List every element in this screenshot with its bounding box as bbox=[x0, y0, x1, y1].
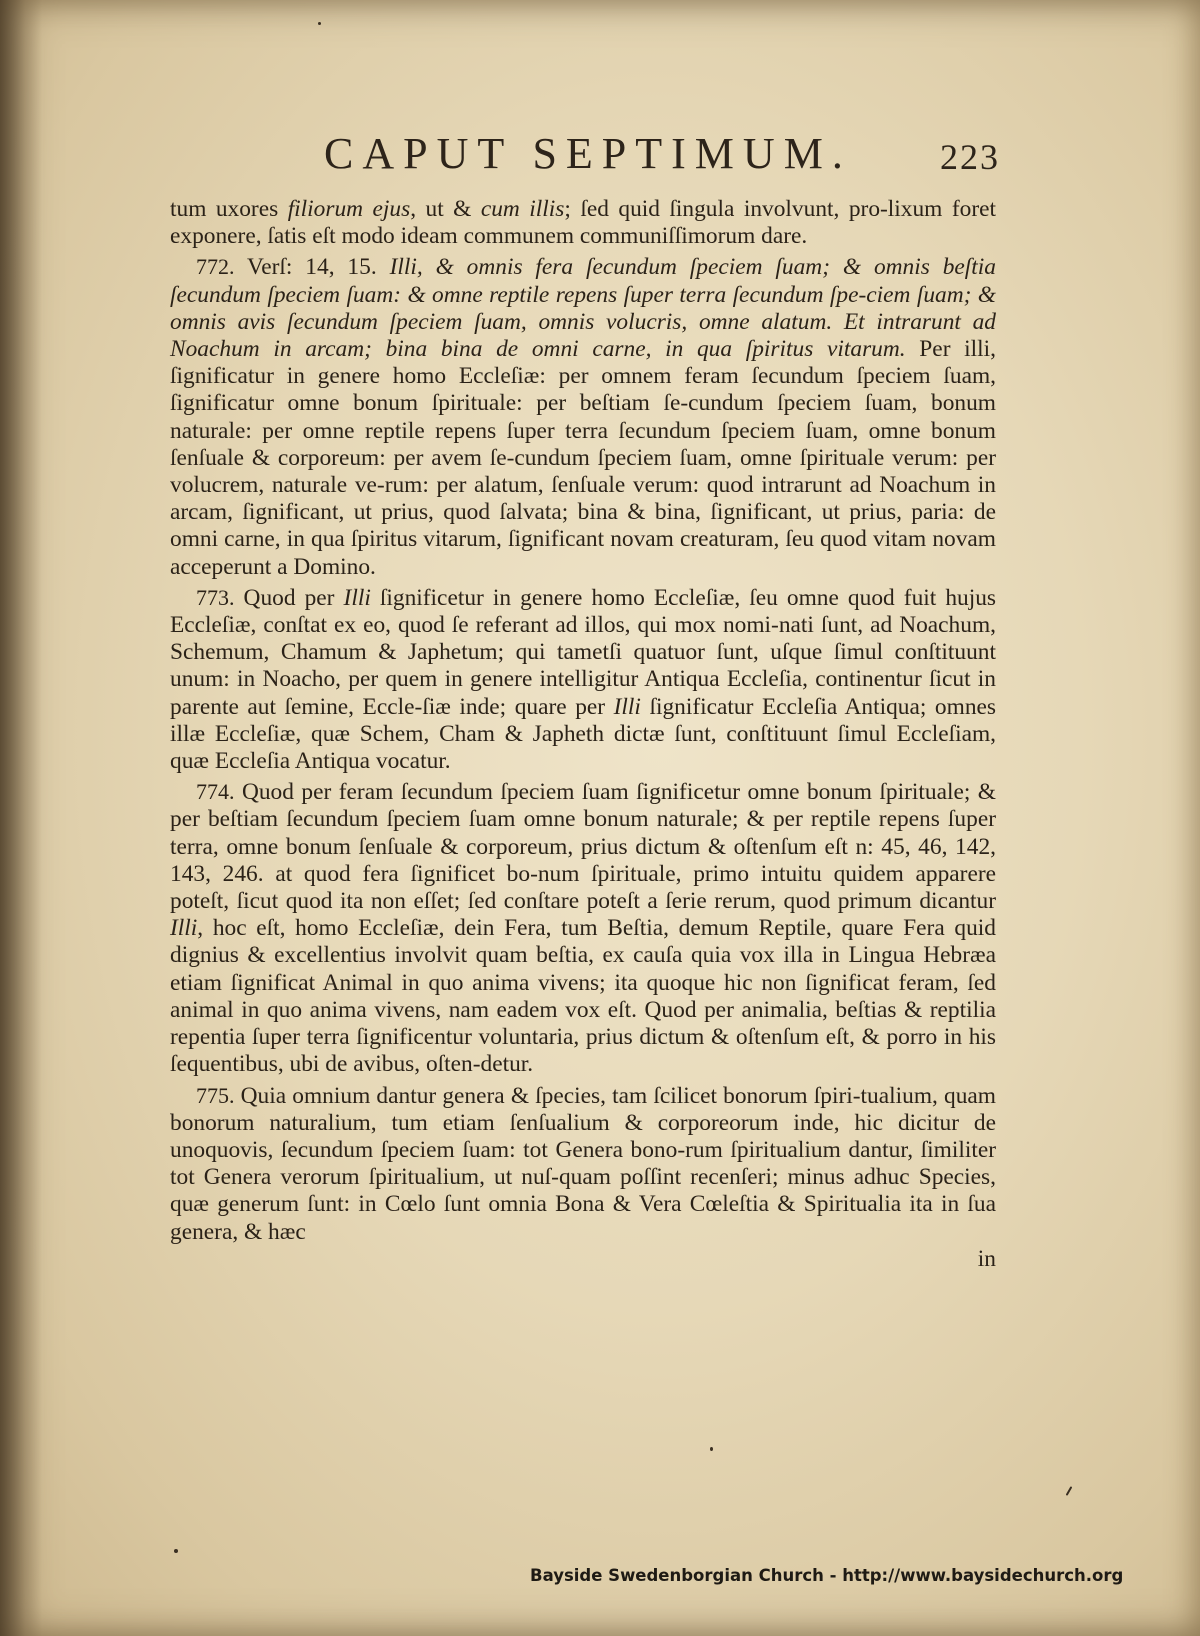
italic-run: Illi bbox=[613, 693, 641, 720]
italic-run: Illi bbox=[343, 584, 371, 611]
text-run: ſignificatur Eccleſia Antiqua; omnes illæ Eccleſiæ, quæ Schem, Cham & Japheth dictæ ſunt, conſtituunt ſimul Eccleſiam, quæ Eccleſia Antiqua vocatur. bbox=[170, 693, 996, 775]
ink-speck bbox=[1066, 1486, 1073, 1496]
paragraph-773 bbox=[170, 584, 996, 775]
paragraph-772 bbox=[170, 253, 996, 580]
running-title: CAPUT SEPTIMUM. bbox=[324, 129, 852, 178]
text-run: ; ſed quid ſingula involvunt, pro-lixum foret exponere, ſatis eſt modo ideam communem communiſſimorum dare. bbox=[170, 196, 996, 250]
ink-speck bbox=[174, 1549, 178, 1553]
page-spine-shadow bbox=[0, 0, 42, 1636]
paragraph-number: 773. bbox=[196, 584, 235, 610]
italic-run: Illi bbox=[170, 915, 198, 942]
text-run: , hoc eſt, homo Eccleſiæ, dein Fera, tum Beſtia, demum Reptile, quare Fera quid dignius & excellentius involvit quam beſtia, ex cauſa quia vox illa in Lingua Hebræa etiam ſignificat Animal in quo anima vivens; ita quoque hic non ſignificat feram, ſed animal in quo anima vivens, nam eadem vox eſt. Quod per animalia, beſtias & reptilia repentia ſuper terra ſignificentur voluntaria, prius dictum & oſtenſum eſt, & porro in his ſequentibus, ubi de avibus, oſten-detur. bbox=[170, 915, 996, 1078]
paragraph-number: 772. bbox=[196, 254, 235, 280]
italic-run: filiorum ejus bbox=[287, 196, 411, 222]
text-run: Verſ: 14, 15. bbox=[234, 254, 390, 281]
paragraph-number: 774. bbox=[196, 779, 235, 805]
ink-speck bbox=[710, 1447, 713, 1451]
paragraph-774 bbox=[170, 778, 996, 1078]
watermark-text: Bayside Swedenborgian Church - http://www.baysidechurch.org bbox=[530, 1566, 1124, 1585]
text-run: ſignificetur in genere homo Eccleſiæ, ſeu omne quod fuit hujus Eccleſiæ, conſtat ex eo, quod ſe referant ad illos, qui mox nomi-nati ſunt, ad Noachum, Schemum, Chamum & Japhetum; qui tametſi quatuor ſunt, uſque ſimul conſtituunt unum: in Noacho, per quem in genere intelligitur Antiqua Eccleſia, continentur ſicut in parente aut ſemine, Eccle-ſiæ inde; quare per bbox=[170, 584, 997, 720]
text-run: , ut & bbox=[410, 196, 481, 222]
text-run: Quod per bbox=[234, 584, 344, 611]
paragraph-number: 775. bbox=[196, 1082, 235, 1108]
page-header bbox=[170, 128, 1000, 188]
body-text bbox=[170, 196, 996, 1273]
italic-run: Illi, & omnis fera ſecundum ſpeciem ſuam; & omnis beſtia ſecundum ſpeciem ſuam: & omne reptile repens ſuper terra ſecundum ſpe-ciem ſuam; & omnis avis ſecundum ſpeciem ſuam, omnis volucris, omne alatum. Et intrarunt ad Noachum in arcam; bina bina de omni carne, in qua ſpiritus vitarum. bbox=[170, 254, 996, 363]
text-run: Per illi, ſignificatur in genere homo Eccleſiæ: per omnem feram ſecundum ſpeciem ſuam, ſignificatur omne bonum ſpirituale: per beſtiam ſe-cundum ſpeciem ſuam, bonum naturale: per omne reptile repens ſuper terra ſecundum ſpeciem ſuam, omne bonum ſenſuale & corporeum: per avem ſe-cundum ſpeciem ſuam, omne ſpirituale verum: per volucrem, naturale ve-rum: per alatum, ſenſuale verum: quod intrarunt ad Noachum in arcam, ſignificant, ut prius, quod ſalvata; bina & bina, ſignificant, ut prius, paria: de omni carne, in qua ſpiritus vitarum, ſignificant novam creaturam, ſeu quod vitam novam acceperunt a Domino. bbox=[170, 336, 997, 580]
text-run: tum uxores bbox=[170, 196, 288, 222]
text-run: Quia omnium dantur genera & ſpecies, tam ſcilicet bonorum ſpiri-tualium, quam bonorum naturalium, tum etiam ſenſualium & corporeorum inde, hic dicitur de unoquovis, ſecundum ſpeciem ſuam: tot Genera bono-rum ſpiritualium dantur, ſimiliter tot Genera verorum ſpiritualium, ut nuſ-quam poſſint recenſeri; minus adhuc Species, quæ generum ſunt: in Cœlo ſunt omnia Bona & Vera Cœleſtia & Spiritualia ita in ſua genera, & hæc bbox=[170, 1082, 996, 1245]
italic-run: cum illis bbox=[480, 196, 565, 222]
catchword: in bbox=[977, 1245, 996, 1272]
ink-speck bbox=[318, 22, 321, 25]
paragraph-775 bbox=[170, 1082, 996, 1246]
paragraph-continued bbox=[170, 196, 996, 250]
text-run: Quod per feram ſecundum ſpeciem ſuam ſignificetur omne bonum ſpirituale; & per beſtiam ſecundum ſpeciem ſuam omne bonum naturale; & per reptile repens ſuper terra, omne bonum ſenſuale & corporeum, prius dictum & oſtenſum eſt n: 45, 46, 142, 143, 246. at quod fera ſignificet bo-num ſpirituale, primo intuitu quidem apparere poteſt, ſicut quod ita non eſſet; ſed conſtare poteſt a ſerie rerum, quod primum dicantur bbox=[170, 779, 996, 915]
page-number: 223 bbox=[940, 137, 1000, 177]
